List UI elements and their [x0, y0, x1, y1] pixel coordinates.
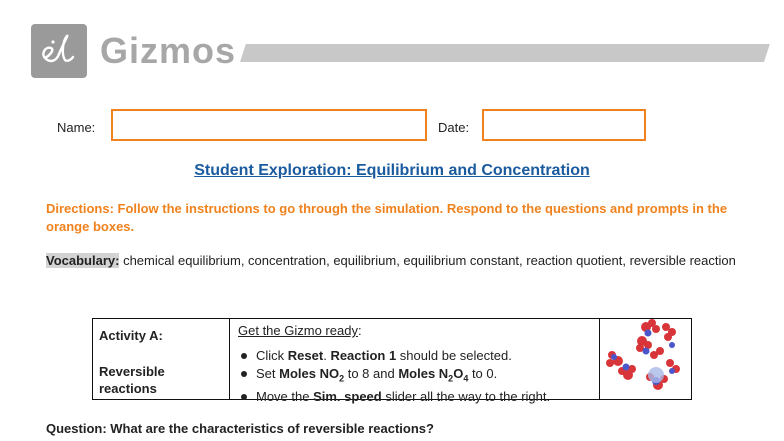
list-item: [256, 347, 550, 365]
step3-sim-speed: Sim. speed: [313, 388, 382, 404]
vocabulary-terms: chemical equilibrium, concentration, equilibrium, equilibrium constant, reaction quotient, reversible reaction: [119, 253, 736, 268]
name-field[interactable]: [111, 109, 427, 141]
date-label: Date:: [438, 120, 470, 135]
logo-text: Gizmos: [100, 30, 237, 71]
activity-label-cell: [93, 319, 230, 399]
step2-o: O: [453, 365, 464, 381]
question-heading: Question: What are the characteristics of reversible reactions?: [46, 421, 434, 436]
step2-sub1: 2: [339, 373, 345, 384]
step1-reset: Reset: [287, 348, 324, 363]
step2-text: Set: [256, 365, 280, 381]
step1-reaction: Reaction 1: [330, 348, 397, 363]
step2-text2: to 8 and: [344, 365, 399, 381]
date-field[interactable]: [482, 109, 646, 141]
directions-text: Directions: Follow the instructions to go through the simulation. Respond to the questions and prompts in the orange boxes.: [46, 201, 728, 234]
name-label: Name:: [57, 120, 96, 135]
get-ready-colon: :: [357, 323, 362, 338]
molecules-icon: [600, 319, 690, 399]
step3-text: Move the: [256, 388, 314, 404]
step1-text2: .: [323, 348, 331, 363]
header-bar: [240, 44, 770, 62]
step2-moles-n: Moles N: [398, 365, 449, 381]
molecule-image-cell: [600, 319, 690, 399]
instruction-list: [238, 347, 550, 405]
activity-table: [92, 318, 692, 404]
list-item: [256, 365, 550, 388]
page-title[interactable]: Student Exploration: Equilibrium and Concentration: [194, 162, 590, 179]
list-item: [256, 388, 550, 406]
activity-instructions-cell: [230, 319, 600, 404]
vocabulary-text: [46, 252, 746, 269]
step2-sub2: 2: [448, 373, 454, 384]
activity-title: Activity A:: [99, 328, 163, 343]
get-ready-heading: [238, 323, 362, 338]
step1-text: Click: [256, 348, 288, 363]
step3-text2: slider all the way to the right.: [381, 388, 551, 404]
step2-moles-no: Moles NO: [279, 365, 340, 381]
step1-text3: should be selected.: [396, 348, 512, 363]
gizmos-logo-icon: [31, 24, 87, 78]
get-ready-label: Get the Gizmo ready: [238, 323, 358, 338]
vocabulary-label: Vocabulary:: [46, 253, 120, 268]
step2-text3: to 0.: [468, 365, 498, 381]
activity-subtitle: Reversible reactions: [99, 364, 165, 396]
step2-sub3: 4: [463, 373, 469, 384]
